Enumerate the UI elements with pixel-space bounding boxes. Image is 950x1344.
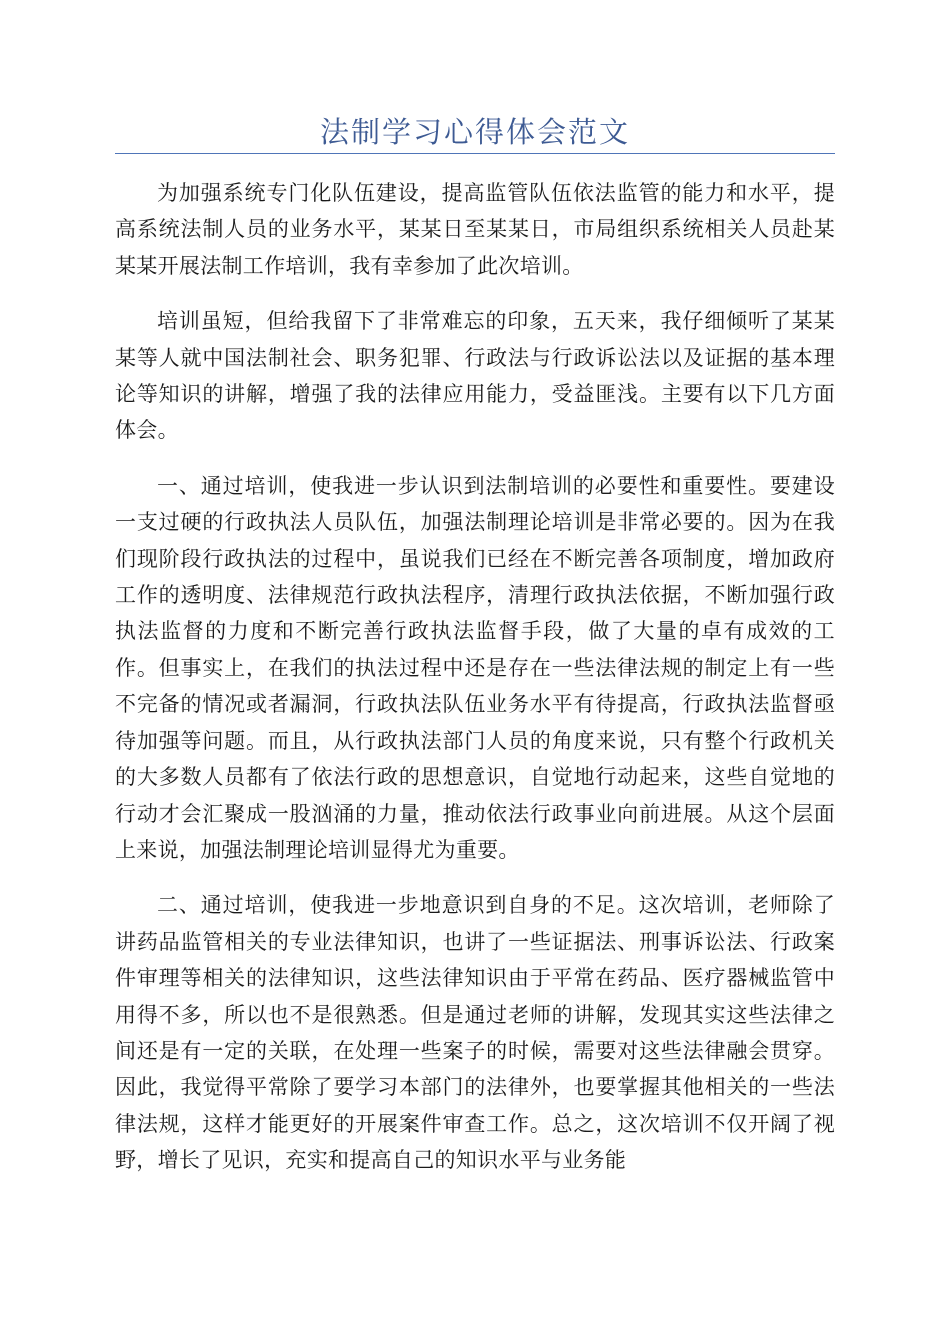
document-title: 法制学习心得体会范文 <box>319 115 630 149</box>
paragraph-intro: 为加强系统专门化队伍建设，提高监管队伍依法监管的能力和水平，提高系统法制人员的业务水平，某某日至某某日，市局组织系统相关人员赴某某某开展法制工作培训，我有幸参加了此次培训。 <box>115 181 835 278</box>
paragraph-impression: 培训虽短，但给我留下了非常难忘的印象，五天来，我仔细倾听了某某某等人就中国法制社会、职务犯罪、行政法与行政诉讼法以及证据的基本理论等知识的讲解，增强了我的法律应用能力，受益匪浅。主要有以下几方面体会。 <box>115 309 835 443</box>
title-underline <box>115 153 835 154</box>
paragraph-point-two: 二、通过培训，使我进一步地意识到自身的不足。这次培训，老师除了讲药品监管相关的专业法律知识，也讲了一些证据法、刑事诉讼法、行政案件审理等相关的法律知识，这些法律知识由于平常在药品、医疗器械监管中用得不多，所以也不是很熟悉。但是通过老师的讲解，发现其实这些法律之间还是有一定的关联，在处理一些案子的时候，需要对这些法律融会贯穿。因此，我觉得平常除了要学习本部门的法律外，也要掌握其他相关的一些法律法规，这样才能更好的开展案件审查工作。总之，这次培训不仅开阔了视野，增长了见识，充实和提高自己的知识水平与业务能 <box>115 893 835 1173</box>
document-body <box>115 175 835 1198</box>
paragraph-point-one: 一、通过培训，使我进一步认识到法制培训的必要性和重要性。要建设一支过硬的行政执法人员队伍，加强法制理论培训是非常必要的。因为在我们现阶段行政执法的过程中，虽说我们已经在不断完善各项制度，增加政府工作的透明度、法律规范行政执法程序，清理行政执法依据，不断加强行政执法监督的力度和不断完善行政执法监督手段，做了大量的卓有成效的工作。但事实上，在我们的执法过程中还是存在一些法律法规的制定上有一些不完备的情况或者漏洞，行政执法队伍业务水平有待提高，行政执法监督亟待加强等问题。而且，从行政执法部门人员的角度来说，只有整个行政机关的大多数人员都有了依法行政的思想意识，自觉地行动起来，这些自觉地的行动才会汇聚成一股汹涌的力量，推动依法行政事业向前进展。从这个层面上来说，加强法制理论培训显得尤为重要。 <box>115 473 835 862</box>
